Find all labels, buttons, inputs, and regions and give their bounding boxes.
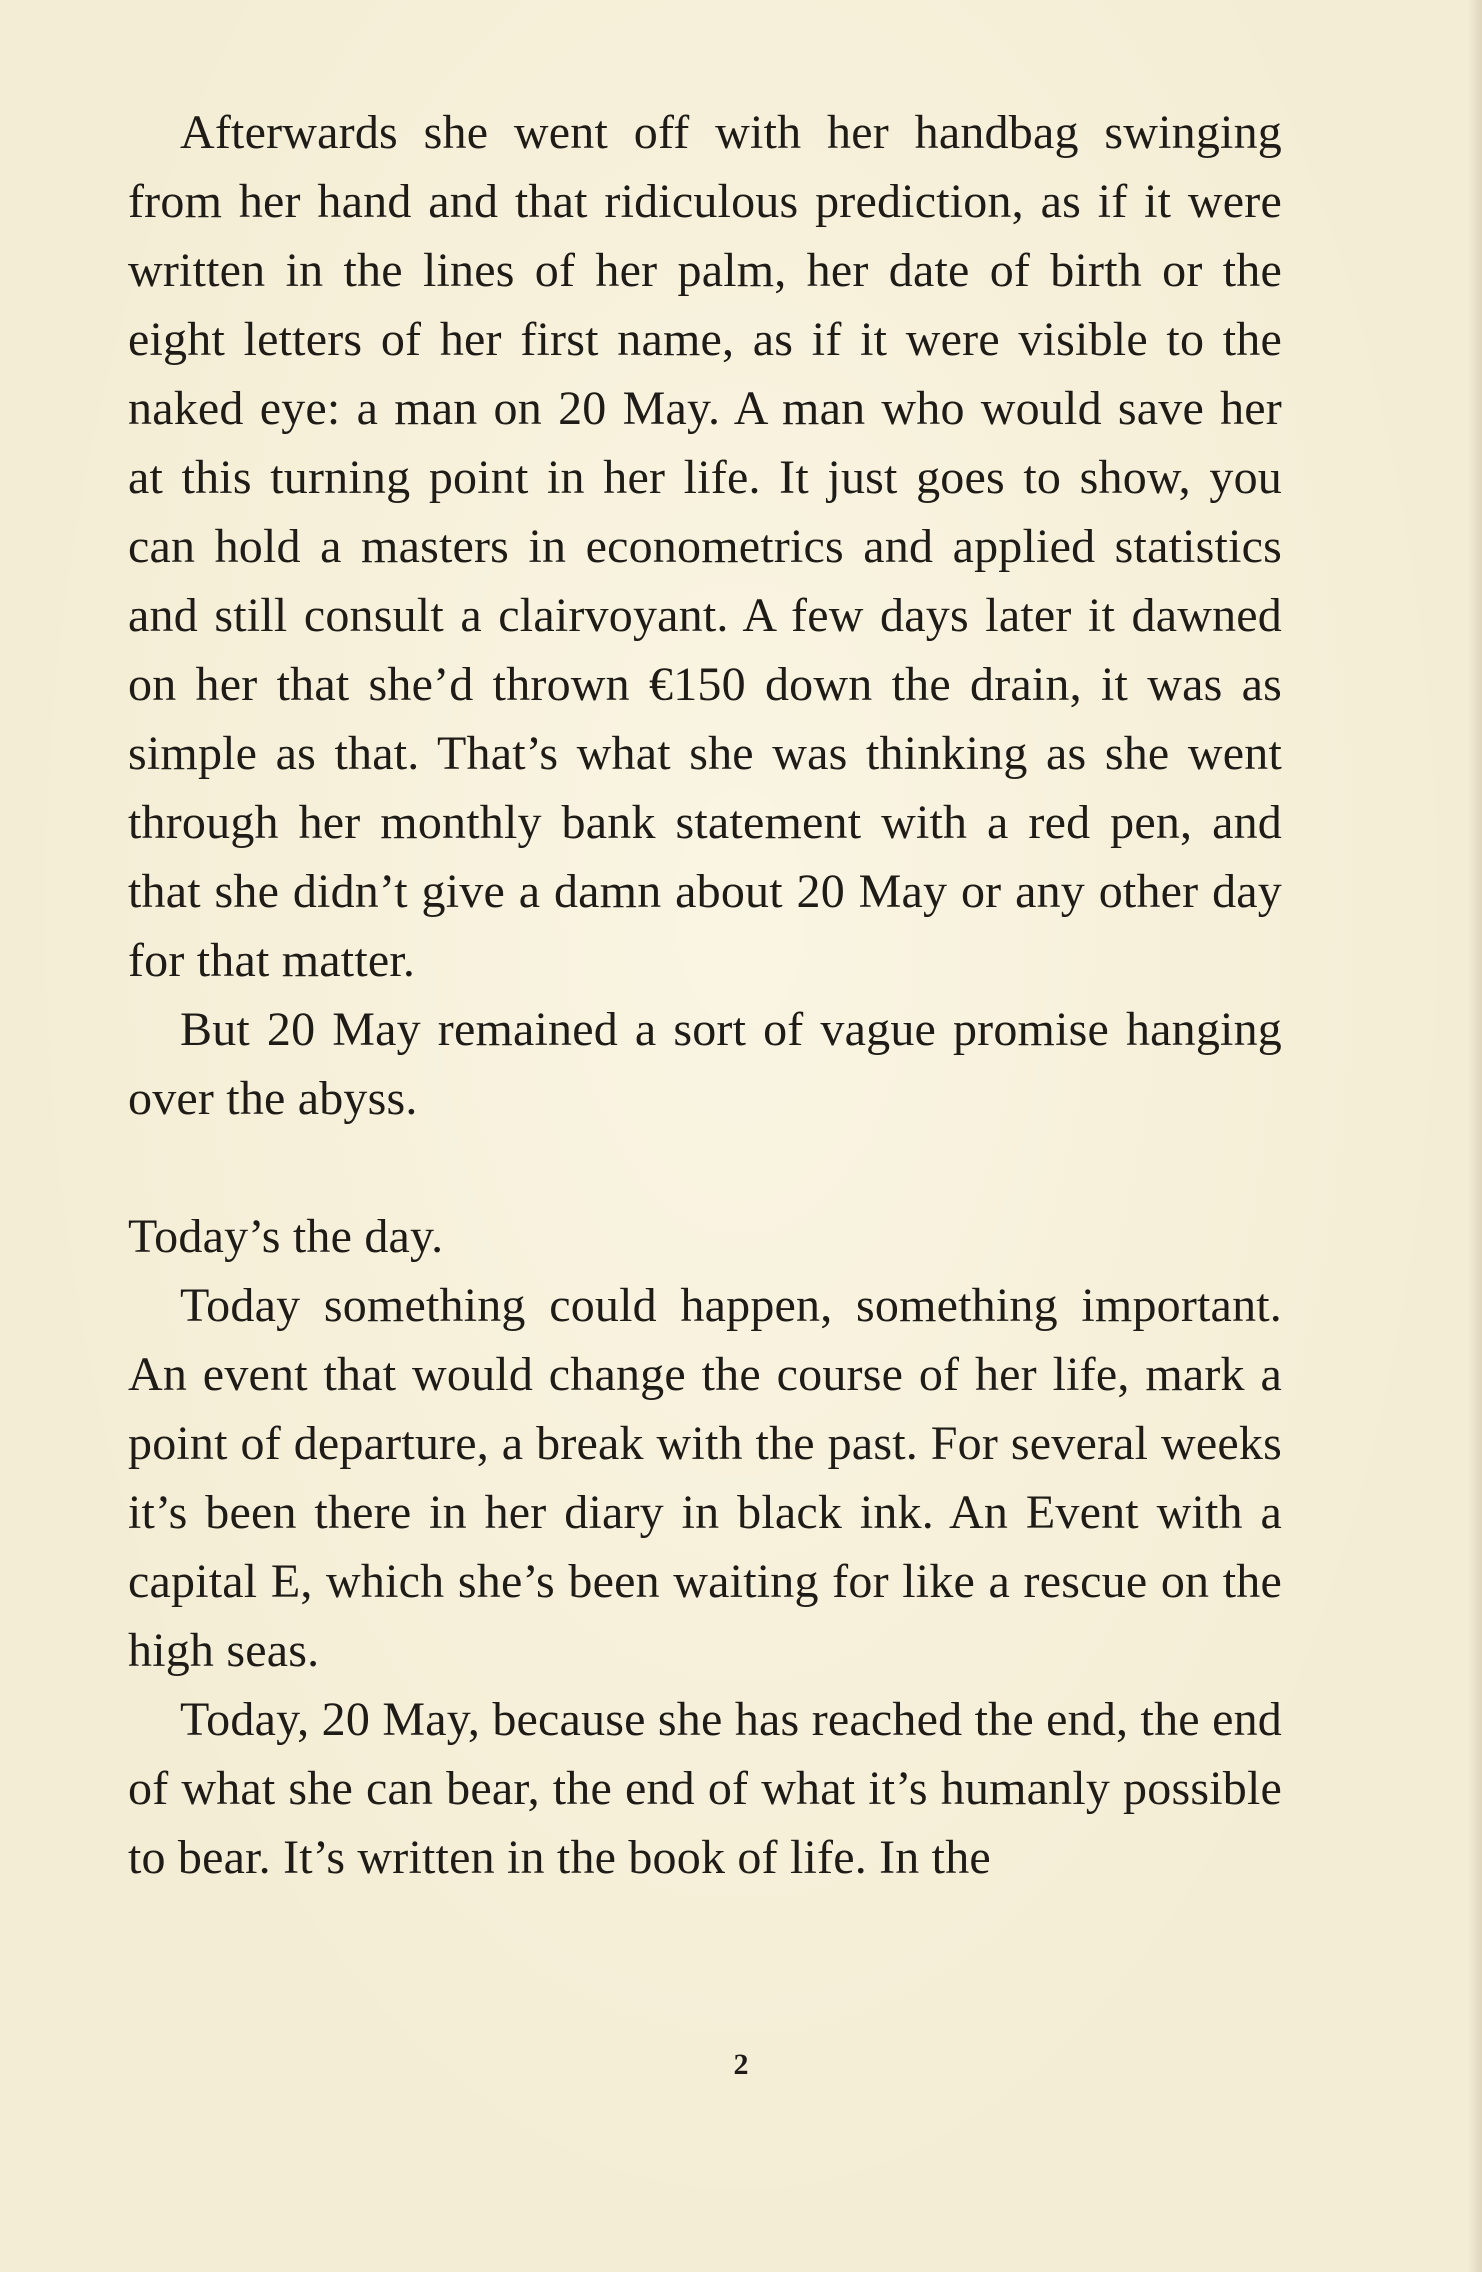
paragraph: Today’s the day. [128, 1210, 444, 1263]
paragraph: Today, 20 May, because she has reached the end, the end of what she can bear, the end of what it’s humanly possible to bear. It’s written in the book of life. In the [128, 1693, 1282, 1884]
section-break [128, 1133, 1282, 1202]
paragraph: But 20 May remained a sort of vague promise hanging over the abyss. [128, 1003, 1282, 1125]
page-edge-shadow [1468, 0, 1482, 2272]
page-number: 2 [733, 2048, 749, 2081]
paragraph: Today something could happen, something important. An event that would change the course of her life, mark a point of departure, a break with the past. For several weeks it’s been there in her diary in black ink. An Event with a capital E, which she’s been waiting for like a rescue on the high seas. [128, 1279, 1282, 1677]
body-text [128, 98, 1282, 1892]
paragraph: Afterwards she went off with her handbag swinging from her hand and that ridiculous prediction, as if it were written in the lines of her palm, her date of birth or the eight letters of her first name, as if it were visible to the naked eye: a man on 20 May. A man who would save her at this turning point in her life. It just goes to show, you can hold a masters in econometrics and applied statistics and still consult a clairvoyant. A few days later it dawned on her that she’d thrown €150 down the drain, it was as simple as that. That’s what she was thinking as she went through her monthly bank statement with a red pen, and that she didn’t give a damn about 20 May or any other day for that matter. [128, 106, 1282, 987]
